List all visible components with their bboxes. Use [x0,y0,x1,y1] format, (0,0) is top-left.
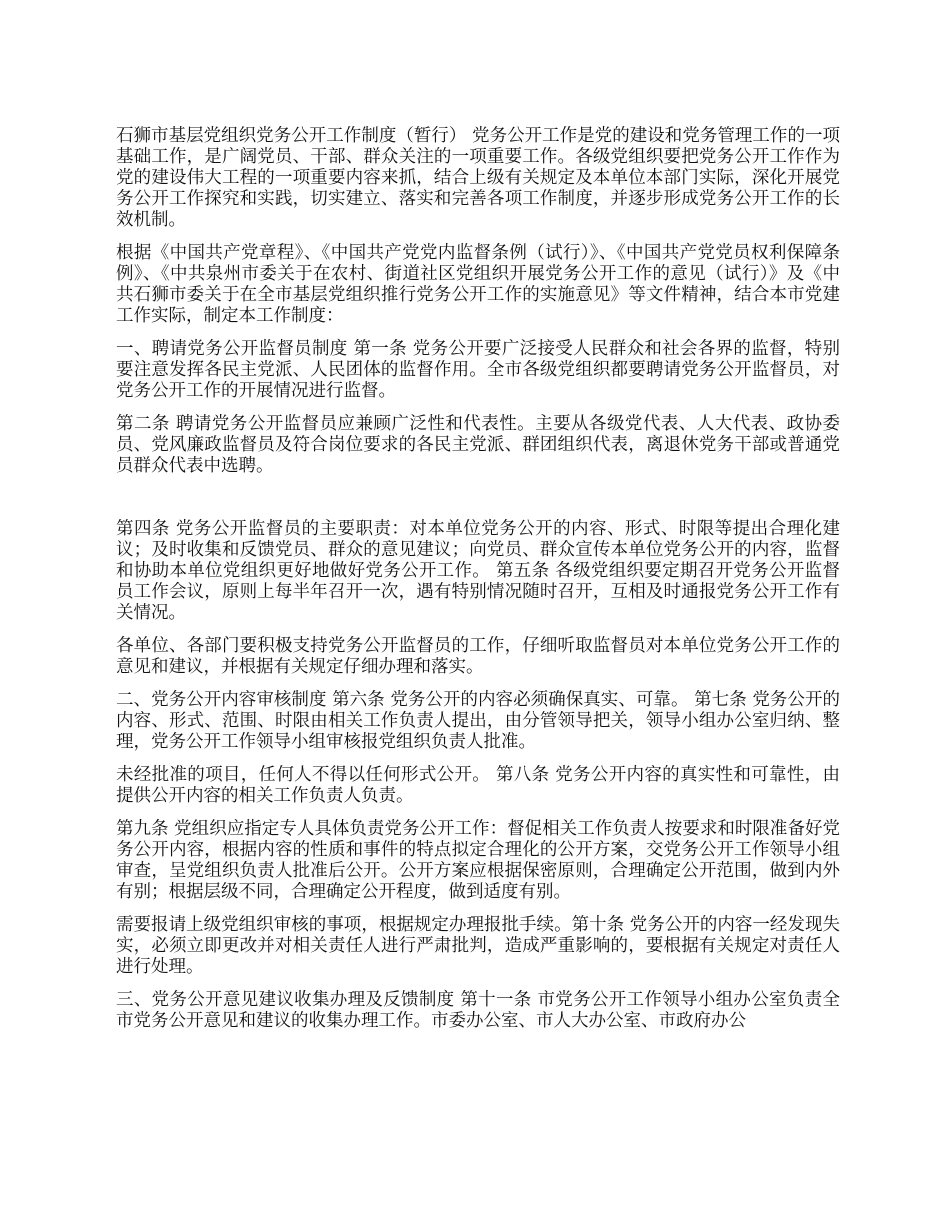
paragraph-article-2: 第二条 聘请党务公开监督员应兼顾广泛性和代表性。主要从各级党代表、人大代表、政协委员、党风廉政监督员及符合岗位要求的各民主党派、群团组织代表，离退休党务干部或普通党员群众代表中选聘。 [116,414,840,476]
paragraph-support: 各单位、各部门要积极支持党务公开监督员的工作，仔细听取监督员对本单位党务公开工作的意见和建议，并根据有关规定仔细办理和落实。 [116,636,840,677]
paragraph-article-9: 第九条 党组织应指定专人具体负责党务公开工作：督促相关工作负责人按要求和时限准备好党务公开内容，根据内容的性质和事件的特点拟定合理化的公开方案，交党务公开工作领导小组审查，呈党组织负责人批准后公开。公开方案应根据保密原则，合理确定公开范围，做到内外有别；根据层级不同，合理确定公开程度，做到适度有别。 [116,819,840,902]
paragraph-article-4-5: 第四条 党务公开监督员的主要职责：对本单位党务公开的内容、形式、时限等提出合理化建议；及时收集和反馈党员、群众的意见建议；向党员、群众宣传本单位党务公开的内容，监督和协助本单位党组织更好地做好党务公开工作。 第五条 各级党组织要定期召开党务公开监督员工作会议，原则上每半年召开一次，遇有特别情况随时召开，互相及时通报党务公开工作有关情况。 [116,519,840,623]
paragraph-article-8: 未经批准的项目，任何人不得以任何形式公开。 第八条 党务公开内容的真实性和可靠性，由提供公开内容的相关工作负责人负责。 [116,765,840,806]
paragraph-gap [116,489,840,519]
document-body [116,126,840,1044]
paragraph-section-1-article-1: 一、聘请党务公开监督员制度 第一条 党务公开要广泛接受人民群众和社会各界的监督，特别要注意发挥各民主党派、人民团体的监督作用。全市各级党组织都要聘请党务公开监督员，对党务公开工作的开展情况进行监督。 [116,339,840,401]
paragraph-section-3-article-11: 三、党务公开意见建议收集办理及反馈制度 第十一条 市党务公开工作领导小组办公室负责全市党务公开意见和建议的收集办理工作。市委办公室、市人大办公室、市政府办公 [116,990,840,1031]
paragraph-intro: 石狮市基层党组织党务公开工作制度（暂行） 党务公开工作是党的建设和党务管理工作的一项基础工作，是广阔党员、干部、群众关注的一项重要工作。各级党组织要把党务公开工作作为党的建设伟大工程的一项重要内容来抓，结合上级有关规定及本单位本部门实际，深化开展党务公开工作探究和实践，切实建立、落实和完善各项工作制度，并逐步形成党务公开工作的长效机制。 [116,126,840,230]
paragraph-article-10: 需要报请上级党组织审核的事项，根据规定办理报批手续。第十条 党务公开的内容一经发现失实，必须立即更改并对相关责任人进行严肃批判，造成严重影响的，要根据有关规定对责任人进行处理。 [116,915,840,977]
paragraph-basis: 根据《中国共产党章程》、《中国共产党党内监督条例（试行）》、《中国共产党党员权利保障条例》、《中共泉州市委关于在农村、街道社区党组织开展党务公开工作的意见（试行）》及《中共石狮市委关于在全市基层党组织推行党务公开工作的实施意见》等文件精神，结合本市党建工作实际，制定本工作制度： [116,243,840,326]
paragraph-section-2-article-6-7: 二、党务公开内容审核制度 第六条 党务公开的内容必须确保真实、可靠。 第七条 党务公开的内容、形式、范围、时限由相关工作负责人提出，由分管领导把关，领导小组办公室归纳、整理，党务公开工作领导小组审核报党组织负责人批准。 [116,690,840,752]
